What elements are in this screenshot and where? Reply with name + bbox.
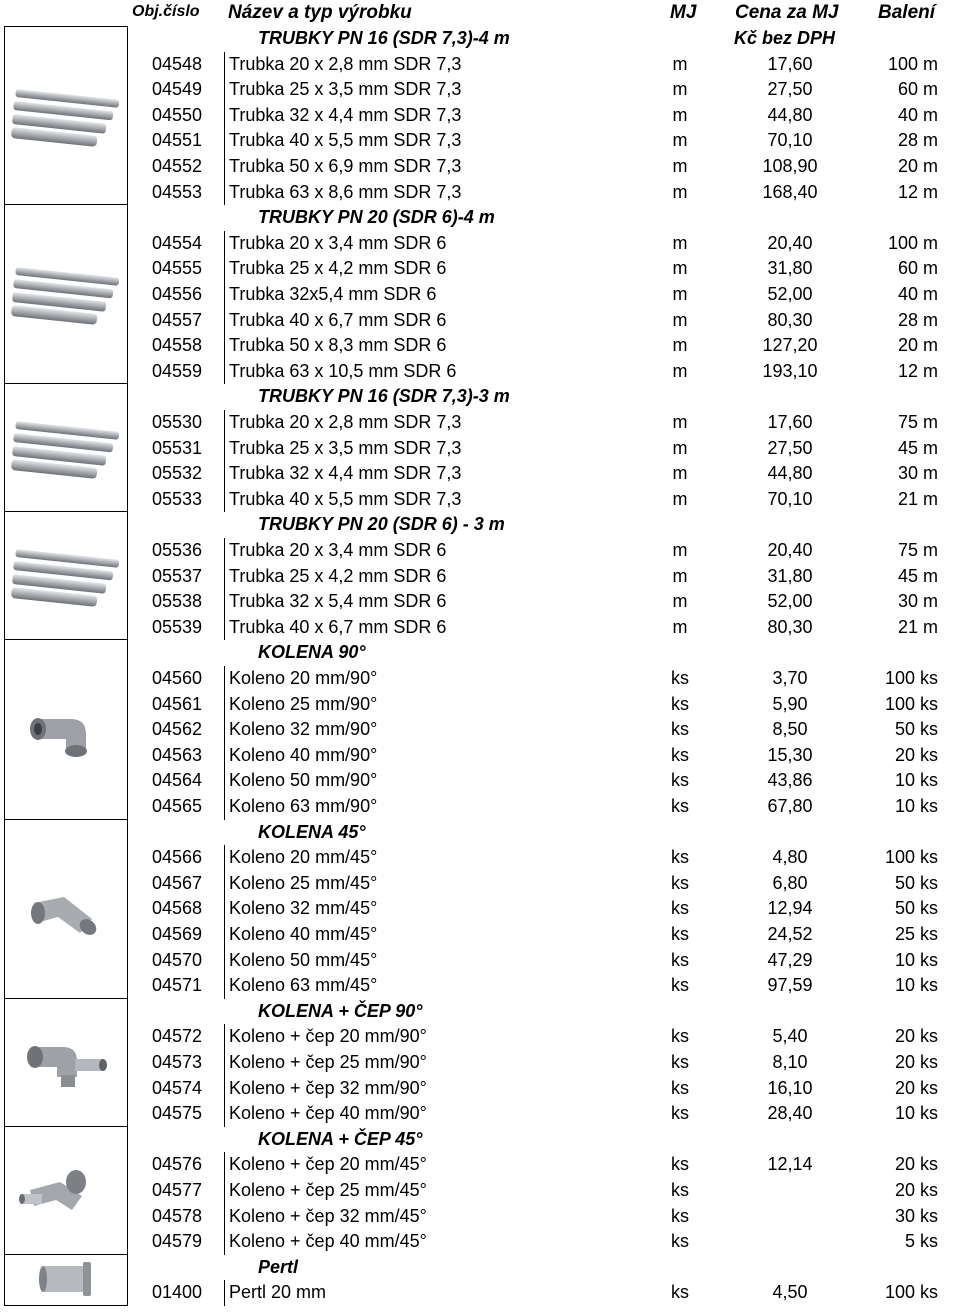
product-name: Koleno 25 mm/90° bbox=[229, 693, 378, 714]
product-unit: m bbox=[672, 360, 688, 381]
product-pack: 20 ks bbox=[894, 1026, 938, 1047]
product-unit: m bbox=[672, 104, 688, 125]
product-name: Trubka 40 x 5,5 mm SDR 7,3 bbox=[229, 488, 462, 509]
product-pack: 60 m bbox=[897, 79, 938, 100]
product-price: 47,29 bbox=[767, 949, 813, 970]
product-pack: 40 m bbox=[897, 104, 938, 125]
product-section bbox=[0, 26, 960, 205]
product-pack: 20 ks bbox=[894, 1051, 938, 1072]
table-row bbox=[0, 1101, 960, 1127]
product-pack: 12 m bbox=[897, 360, 938, 381]
product-code: 04573 bbox=[151, 1051, 203, 1072]
product-name: Koleno 32 mm/45° bbox=[229, 898, 378, 919]
product-price: 27,50 bbox=[767, 79, 813, 100]
category-header bbox=[0, 384, 960, 410]
table-row bbox=[0, 282, 960, 308]
product-section bbox=[0, 1127, 960, 1255]
product-unit: ks bbox=[671, 949, 689, 970]
product-price: 70,10 bbox=[767, 488, 813, 509]
product-price: 67,80 bbox=[767, 795, 813, 816]
table-row bbox=[0, 231, 960, 257]
product-unit: ks bbox=[671, 1103, 689, 1124]
product-code: 04562 bbox=[151, 719, 203, 740]
product-unit: m bbox=[672, 232, 688, 253]
product-unit: m bbox=[672, 258, 688, 279]
product-unit: ks bbox=[671, 1205, 689, 1226]
product-pack: 25 ks bbox=[894, 923, 938, 944]
product-unit: ks bbox=[671, 1077, 689, 1098]
table-row bbox=[0, 308, 960, 334]
product-section bbox=[0, 999, 960, 1127]
product-price: 27,50 bbox=[767, 437, 813, 458]
product-unit: ks bbox=[671, 719, 689, 740]
product-price: 31,80 bbox=[767, 258, 813, 279]
table-row bbox=[0, 845, 960, 871]
table-row bbox=[0, 1280, 960, 1306]
product-code: 05536 bbox=[151, 539, 203, 560]
product-unit: m bbox=[672, 437, 688, 458]
product-unit: m bbox=[672, 591, 688, 612]
header-price: Cena za MJ bbox=[735, 2, 839, 23]
product-price: 4,80 bbox=[772, 847, 808, 868]
product-unit: ks bbox=[671, 1179, 689, 1200]
category-header bbox=[0, 26, 960, 52]
product-unit: ks bbox=[671, 770, 689, 791]
product-pack: 50 ks bbox=[894, 872, 938, 893]
category-header bbox=[0, 512, 960, 538]
product-pack: 20 ks bbox=[894, 1154, 938, 1175]
product-code: 04560 bbox=[151, 667, 203, 688]
product-code: 04554 bbox=[151, 232, 203, 253]
product-code: 04549 bbox=[151, 79, 203, 100]
product-name: Koleno 63 mm/90° bbox=[229, 795, 378, 816]
product-name: Koleno + čep 32 mm/45° bbox=[229, 1205, 427, 1226]
table-row bbox=[0, 461, 960, 487]
product-name: Koleno + čep 20 mm/90° bbox=[229, 1026, 427, 1047]
product-unit: m bbox=[672, 565, 688, 586]
product-name: Trubka 25 x 4,2 mm SDR 6 bbox=[229, 565, 447, 586]
product-price: 80,30 bbox=[767, 616, 813, 637]
category-title: TRUBKY PN 20 (SDR 6) - 3 m bbox=[258, 514, 505, 535]
table-row bbox=[0, 538, 960, 564]
product-name: Koleno + čep 32 mm/90° bbox=[229, 1077, 427, 1098]
product-price: 80,30 bbox=[767, 309, 813, 330]
product-pack: 100 ks bbox=[884, 847, 938, 868]
product-unit: m bbox=[672, 283, 688, 304]
product-price: 5,40 bbox=[772, 1026, 808, 1047]
product-pack: 30 m bbox=[897, 463, 938, 484]
table-row bbox=[0, 77, 960, 103]
product-code: 04550 bbox=[151, 104, 203, 125]
product-pack: 45 m bbox=[897, 437, 938, 458]
product-unit: m bbox=[672, 79, 688, 100]
product-pack: 5 ks bbox=[904, 1231, 938, 1252]
product-code: 04574 bbox=[151, 1077, 203, 1098]
product-price: 44,80 bbox=[767, 104, 813, 125]
product-pack: 10 ks bbox=[894, 770, 938, 791]
product-code: 04559 bbox=[151, 360, 203, 381]
product-pack: 75 m bbox=[897, 539, 938, 560]
category-header bbox=[0, 1255, 960, 1281]
product-name: Pertl 20 mm bbox=[229, 1282, 327, 1303]
product-unit: ks bbox=[671, 1231, 689, 1252]
table-row bbox=[0, 564, 960, 590]
product-section bbox=[0, 384, 960, 512]
product-name: Trubka 20 x 3,4 mm SDR 6 bbox=[229, 539, 447, 560]
table-row bbox=[0, 794, 960, 820]
product-code: 05539 bbox=[151, 616, 203, 637]
product-price: 8,10 bbox=[772, 1051, 808, 1072]
header-unit: MJ bbox=[670, 2, 697, 23]
product-pack: 20 m bbox=[897, 156, 938, 176]
product-name: Koleno 63 mm/45° bbox=[229, 975, 378, 996]
product-pack: 30 m bbox=[897, 591, 938, 612]
product-unit: m bbox=[672, 616, 688, 637]
table-row bbox=[0, 1178, 960, 1204]
product-name: Koleno + čep 40 mm/45° bbox=[229, 1231, 427, 1252]
category-header bbox=[0, 820, 960, 846]
product-price: 17,60 bbox=[767, 53, 813, 74]
product-name: Koleno 32 mm/90° bbox=[229, 719, 378, 740]
header-code: Obj.číslo bbox=[132, 3, 200, 20]
table-row bbox=[0, 1229, 960, 1255]
product-price: 3,70 bbox=[772, 667, 808, 688]
product-code: 04558 bbox=[151, 335, 203, 356]
product-name: Trubka 25 x 4,2 mm SDR 6 bbox=[229, 258, 447, 279]
table-row bbox=[0, 180, 960, 206]
product-price: 108,90 bbox=[762, 156, 818, 176]
table-row bbox=[0, 717, 960, 743]
product-name: Trubka 63 x 10,5 mm SDR 6 bbox=[229, 360, 457, 381]
product-name: Koleno 25 mm/45° bbox=[229, 872, 378, 893]
product-code: 04561 bbox=[151, 693, 203, 714]
product-code: 05538 bbox=[151, 591, 203, 612]
product-pack: 28 m bbox=[897, 130, 938, 151]
product-price: 52,00 bbox=[767, 283, 813, 304]
product-name: Trubka 40 x 6,7 mm SDR 6 bbox=[229, 309, 447, 330]
table-row bbox=[0, 52, 960, 78]
product-unit: ks bbox=[671, 693, 689, 714]
category-header bbox=[0, 640, 960, 666]
product-price: 97,59 bbox=[767, 975, 813, 996]
product-unit: ks bbox=[671, 744, 689, 765]
product-section bbox=[0, 1255, 960, 1306]
category-title: TRUBKY PN 16 (SDR 7,3)-4 m bbox=[258, 28, 510, 48]
product-name: Koleno 20 mm/45° bbox=[229, 847, 378, 868]
table-row bbox=[0, 948, 960, 974]
product-section bbox=[0, 205, 960, 384]
table-row bbox=[0, 487, 960, 513]
product-code: 04571 bbox=[151, 975, 203, 996]
table-row bbox=[0, 1050, 960, 1076]
currency-note: Kč bez DPH bbox=[734, 28, 836, 48]
product-code: 04579 bbox=[151, 1231, 203, 1252]
product-unit: m bbox=[672, 411, 688, 432]
product-name: Trubka 25 x 3,5 mm SDR 7,3 bbox=[229, 79, 462, 100]
product-unit: ks bbox=[671, 1026, 689, 1047]
product-section bbox=[0, 820, 960, 999]
product-code: 04576 bbox=[151, 1154, 203, 1175]
product-section bbox=[0, 640, 960, 819]
product-pack: 20 m bbox=[897, 335, 938, 356]
product-price: 12,14 bbox=[767, 1154, 813, 1175]
product-code: 04578 bbox=[151, 1205, 203, 1226]
product-pack: 30 ks bbox=[894, 1205, 938, 1226]
product-unit: ks bbox=[671, 923, 689, 944]
product-section bbox=[0, 512, 960, 640]
product-code: 05532 bbox=[151, 463, 203, 484]
product-unit: ks bbox=[671, 795, 689, 816]
category-title: TRUBKY PN 20 (SDR 6)-4 m bbox=[258, 207, 495, 228]
product-code: 04556 bbox=[151, 283, 203, 304]
category-title: KOLENA 90° bbox=[258, 642, 366, 663]
category-title: KOLENA 45° bbox=[258, 821, 366, 842]
table-row bbox=[0, 410, 960, 436]
product-code: 04569 bbox=[151, 923, 203, 944]
product-name: Trubka 25 x 3,5 mm SDR 7,3 bbox=[229, 437, 462, 458]
product-pack: 50 ks bbox=[894, 898, 938, 919]
product-unit: ks bbox=[671, 1154, 689, 1175]
table-row bbox=[0, 1204, 960, 1230]
table-row bbox=[0, 973, 960, 999]
product-code: 04555 bbox=[151, 258, 203, 279]
table-row bbox=[0, 359, 960, 385]
table-row bbox=[0, 1152, 960, 1178]
category-title: Pertl bbox=[258, 1256, 299, 1277]
product-pack: 20 ks bbox=[894, 744, 938, 765]
product-unit: m bbox=[672, 309, 688, 330]
product-pack: 28 m bbox=[897, 309, 938, 330]
product-unit: m bbox=[672, 53, 688, 74]
header-pack: Balení bbox=[878, 2, 936, 23]
table-row bbox=[0, 615, 960, 641]
product-name: Koleno + čep 20 mm/45° bbox=[229, 1154, 427, 1175]
product-pack: 20 ks bbox=[894, 1077, 938, 1098]
product-price: 6,80 bbox=[772, 872, 808, 893]
product-name: Trubka 32 x 5,4 mm SDR 6 bbox=[229, 591, 447, 612]
product-price: 15,30 bbox=[767, 744, 813, 765]
product-name: Trubka 50 x 8,3 mm SDR 6 bbox=[229, 335, 447, 356]
header-name: Název a typ výrobku bbox=[228, 2, 412, 23]
table-row bbox=[0, 333, 960, 359]
product-pack: 60 m bbox=[897, 258, 938, 279]
product-price: 5,90 bbox=[772, 693, 808, 714]
product-unit: ks bbox=[671, 847, 689, 868]
product-code: 04551 bbox=[151, 130, 203, 151]
table-row bbox=[0, 256, 960, 282]
table-row bbox=[0, 436, 960, 462]
product-code: 04553 bbox=[151, 181, 203, 202]
product-price: 16,10 bbox=[767, 1077, 813, 1098]
product-unit: m bbox=[672, 488, 688, 509]
product-price: 28,40 bbox=[767, 1103, 813, 1124]
product-pack: 21 m bbox=[897, 616, 938, 637]
product-name: Trubka 32 x 4,4 mm SDR 7,3 bbox=[229, 463, 462, 484]
product-code: 04552 bbox=[151, 156, 203, 176]
table-row bbox=[0, 1076, 960, 1102]
product-price: 70,10 bbox=[767, 130, 813, 151]
category-title: KOLENA + ČEP 90° bbox=[258, 1000, 423, 1021]
product-pack: 75 m bbox=[897, 411, 938, 432]
product-pack: 45 m bbox=[897, 565, 938, 586]
category-header bbox=[0, 205, 960, 231]
product-name: Trubka 40 x 5,5 mm SDR 7,3 bbox=[229, 130, 462, 151]
product-name: Koleno + čep 25 mm/90° bbox=[229, 1051, 427, 1072]
product-unit: m bbox=[672, 463, 688, 484]
product-code: 04557 bbox=[151, 309, 203, 330]
product-name: Trubka 20 x 2,8 mm SDR 7,3 bbox=[229, 53, 462, 74]
product-price: 193,10 bbox=[762, 360, 818, 381]
product-code: 04575 bbox=[151, 1103, 203, 1124]
product-unit: ks bbox=[671, 667, 689, 688]
product-code: 05530 bbox=[151, 411, 203, 432]
category-header bbox=[0, 999, 960, 1025]
product-code: 04567 bbox=[151, 872, 203, 893]
product-pack: 50 ks bbox=[894, 719, 938, 740]
table-row bbox=[0, 154, 960, 180]
product-unit: m bbox=[672, 539, 688, 560]
table-row bbox=[0, 743, 960, 769]
product-name: Koleno 50 mm/90° bbox=[229, 770, 378, 791]
product-pack: 12 m bbox=[897, 181, 938, 202]
product-name: Trubka 32 x 4,4 mm SDR 7,3 bbox=[229, 104, 462, 125]
product-name: Koleno 40 mm/90° bbox=[229, 744, 378, 765]
product-pack: 100 ks bbox=[884, 1282, 938, 1303]
table-row bbox=[0, 922, 960, 948]
product-price: 17,60 bbox=[767, 411, 813, 432]
product-name: Trubka 20 x 3,4 mm SDR 6 bbox=[229, 232, 447, 253]
product-pack: 10 ks bbox=[894, 975, 938, 996]
product-pack: 100 ks bbox=[884, 667, 938, 688]
product-code: 04570 bbox=[151, 949, 203, 970]
product-unit: ks bbox=[671, 1282, 689, 1303]
product-unit: m bbox=[672, 130, 688, 151]
product-price: 43,86 bbox=[767, 770, 813, 791]
product-unit: ks bbox=[671, 898, 689, 919]
product-pack: 10 ks bbox=[894, 795, 938, 816]
product-code: 01400 bbox=[151, 1282, 203, 1303]
product-unit: m bbox=[672, 335, 688, 356]
product-code: 05533 bbox=[151, 488, 203, 509]
product-price: 8,50 bbox=[772, 719, 808, 740]
product-price: 31,80 bbox=[767, 565, 813, 586]
product-unit: m bbox=[672, 156, 688, 176]
product-code: 04548 bbox=[151, 53, 203, 74]
product-pack: 10 ks bbox=[894, 1103, 938, 1124]
table-row bbox=[0, 589, 960, 615]
product-name: Trubka 20 x 2,8 mm SDR 7,3 bbox=[229, 411, 462, 432]
product-price: 52,00 bbox=[767, 591, 813, 612]
product-price: 12,94 bbox=[767, 898, 813, 919]
product-code: 04566 bbox=[151, 847, 203, 868]
product-pack: 20 ks bbox=[894, 1179, 938, 1200]
product-pack: 10 ks bbox=[894, 949, 938, 970]
product-price: 4,50 bbox=[772, 1282, 808, 1303]
product-price: 20,40 bbox=[767, 232, 813, 253]
table-row bbox=[0, 871, 960, 897]
product-pack: 40 m bbox=[897, 283, 938, 304]
table-row bbox=[0, 666, 960, 692]
product-pack: 100 ks bbox=[884, 693, 938, 714]
product-price: 168,40 bbox=[762, 181, 818, 202]
table-row bbox=[0, 128, 960, 154]
product-name: Koleno + čep 25 mm/45° bbox=[229, 1179, 427, 1200]
product-name: Koleno 50 mm/45° bbox=[229, 949, 378, 970]
product-name: Koleno 40 mm/45° bbox=[229, 923, 378, 944]
product-unit: m bbox=[672, 181, 688, 202]
product-code: 05531 bbox=[151, 437, 203, 458]
product-name: Trubka 32x5,4 mm SDR 6 bbox=[229, 283, 437, 304]
product-code: 04565 bbox=[151, 795, 203, 816]
product-code: 05537 bbox=[151, 565, 203, 586]
table-row bbox=[0, 768, 960, 794]
product-name: Trubka 50 x 6,9 mm SDR 7,3 bbox=[229, 156, 462, 176]
table-row bbox=[0, 896, 960, 922]
category-title: TRUBKY PN 16 (SDR 7,3)-3 m bbox=[258, 386, 510, 407]
category-title: KOLENA + ČEP 45° bbox=[258, 1128, 423, 1149]
product-pack: 21 m bbox=[897, 488, 938, 509]
product-unit: ks bbox=[671, 975, 689, 996]
product-name: Koleno 20 mm/90° bbox=[229, 667, 378, 688]
product-price: 24,52 bbox=[767, 923, 813, 944]
table-header bbox=[0, 0, 960, 26]
product-pack: 100 m bbox=[887, 53, 938, 74]
product-code: 04564 bbox=[151, 770, 203, 791]
table-row bbox=[0, 1024, 960, 1050]
product-name: Trubka 40 x 6,7 mm SDR 6 bbox=[229, 616, 447, 637]
product-price: 20,40 bbox=[767, 539, 813, 560]
product-pack: 100 m bbox=[887, 232, 938, 253]
product-code: 04563 bbox=[151, 744, 203, 765]
product-unit: ks bbox=[671, 872, 689, 893]
product-code: 04577 bbox=[151, 1179, 203, 1200]
product-code: 04568 bbox=[151, 898, 203, 919]
product-price: 44,80 bbox=[767, 463, 813, 484]
product-name: Koleno + čep 40 mm/90° bbox=[229, 1103, 427, 1124]
table-row bbox=[0, 692, 960, 718]
product-price: 127,20 bbox=[762, 335, 818, 356]
table-row bbox=[0, 103, 960, 129]
product-code: 04572 bbox=[151, 1026, 203, 1047]
category-header bbox=[0, 1127, 960, 1153]
product-unit: ks bbox=[671, 1051, 689, 1072]
product-name: Trubka 63 x 8,6 mm SDR 7,3 bbox=[229, 181, 462, 202]
